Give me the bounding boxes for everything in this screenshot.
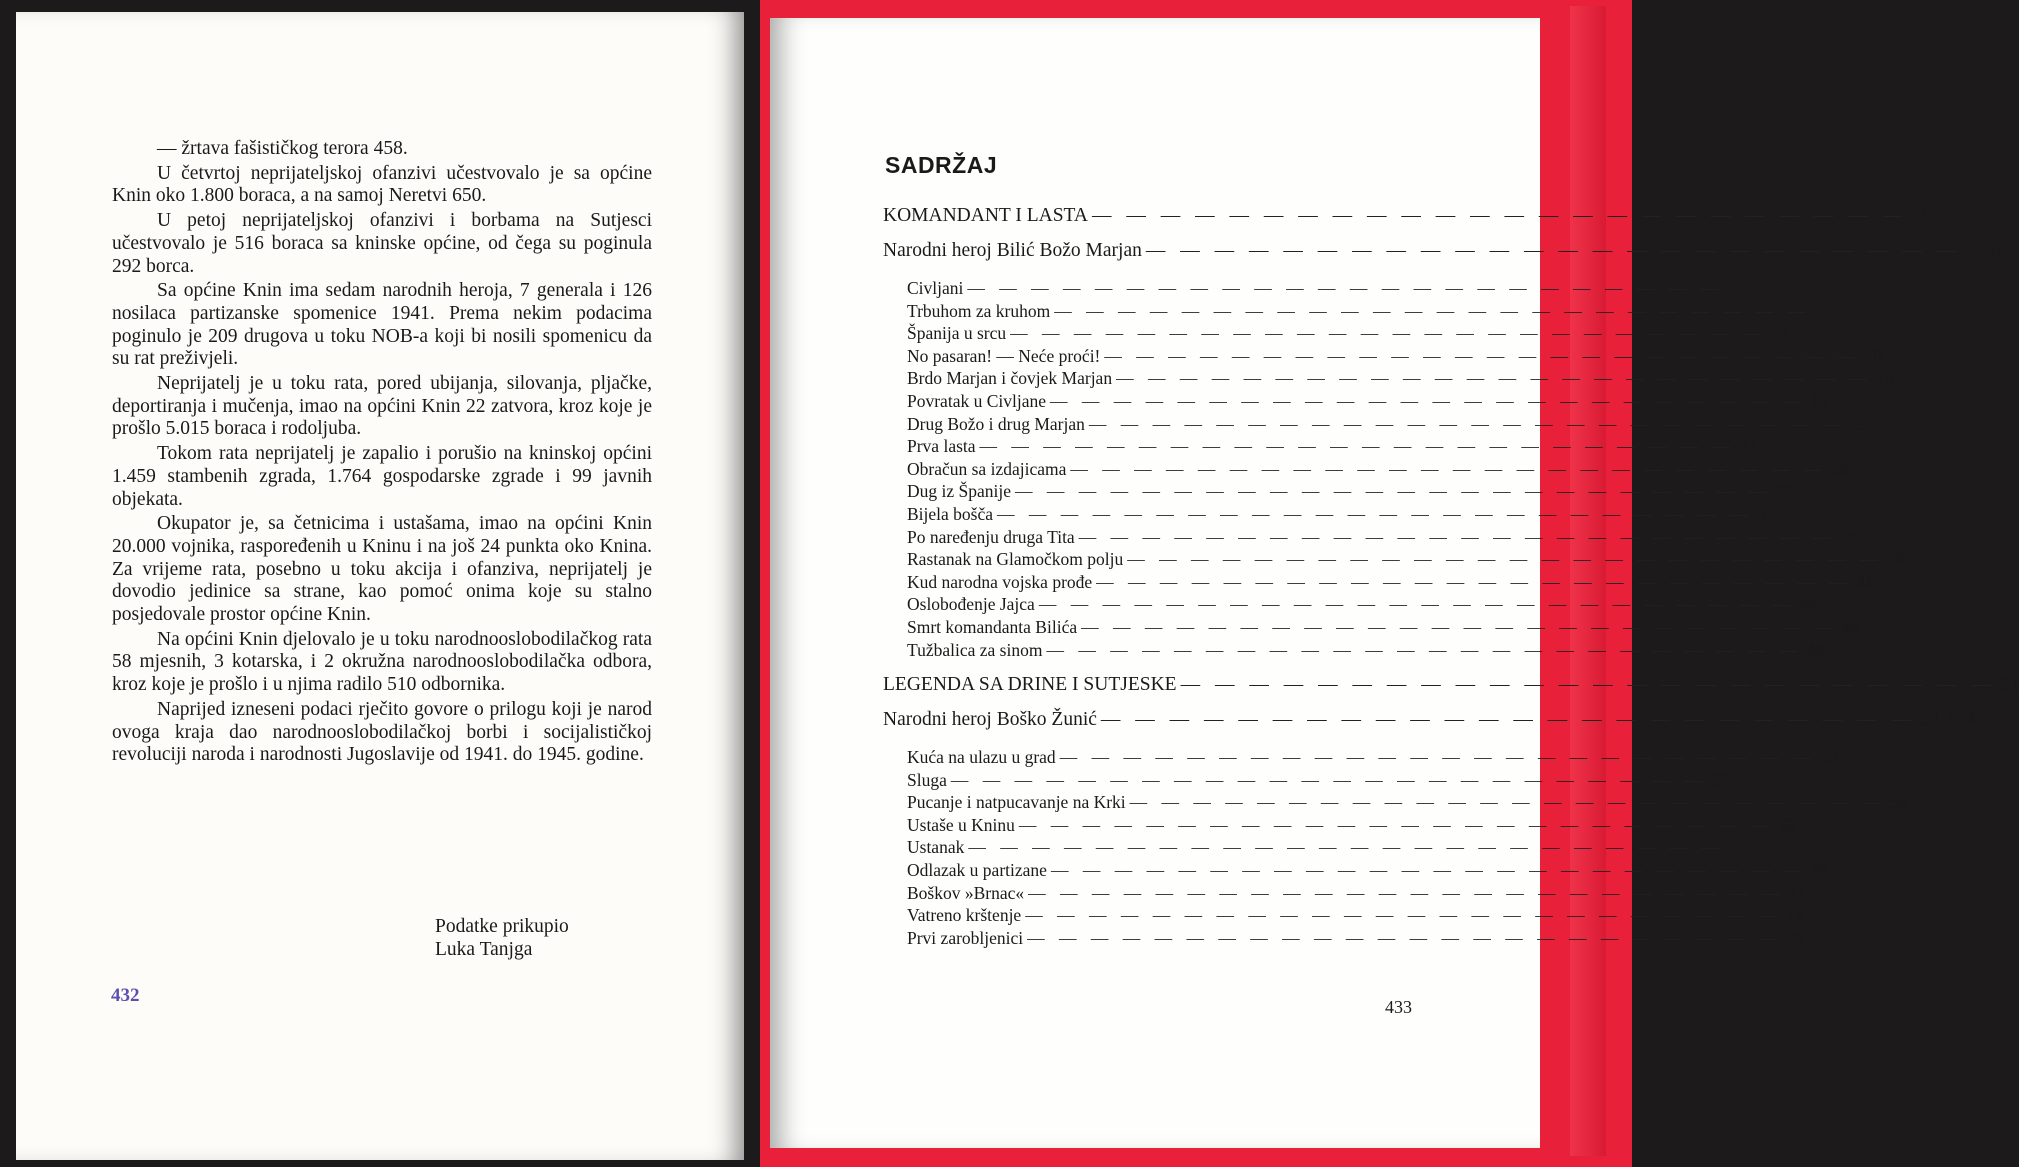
toc-chapter-entry: [883, 769, 1729, 793]
paragraph: Okupator je, sa četnicima i ustašama, imao na općini Knin 20.000 vojnika, raspoređenih u Kninu i na još 24 punkta oko Knina. Za vrijeme rata, posebno u toku akcija i ofanziva, neprijatelj je dovodio jedinice sa strane, kao pomoć onima koje su stalno posjedovale prostor općine Knin.: [112, 513, 652, 626]
toc-entry-page: 10: [1864, 345, 1883, 366]
toc-chapter-entry: [883, 368, 1894, 391]
toc-chapter-entry: [883, 278, 1746, 301]
toc-leader: — — — — — — — — — — — — — — — — — — — — — — — —: [1025, 905, 1781, 926]
toc-entry-page: 19: [1849, 413, 1867, 434]
toc-entry-title: Ustaše u Kninu: [907, 814, 1015, 835]
toc-chapter-entry: [883, 481, 1793, 504]
signature-line: Podatke prikupio: [435, 916, 569, 937]
toc-entry-page: 1-50: [1964, 240, 2001, 261]
toc-leader: — — — — — — — — — — — — — — — — — — — — — — — —: [1127, 549, 1883, 570]
toc-chapter-entry: [883, 526, 1857, 550]
toc-entry-title: Dug iz Španije: [907, 481, 1012, 502]
paragraph: Na općini Knin djelovalo je u toku narodnooslobodilačkog rata 58 mjesnih, 3 kotarska, i 2 okružna narodnooslobodilačka odbora, kroz koje je prošlo i u njima radilo 510 odbornika.: [112, 628, 652, 696]
toc-leader: — — — — — — — — — — — — — — — — — — — — — — — —: [1100, 709, 1917, 731]
toc-entry-page: 3: [1736, 278, 1746, 298]
toc-entry-title: LEGENDA SA DRINE I SUTJESKE: [883, 674, 1177, 696]
toc-entry-title: Sluga: [907, 769, 947, 790]
toc-entry-page: 46: [1841, 616, 1859, 637]
toc-entry-page: 34: [1838, 526, 1857, 547]
toc-entry-title: Civljani: [907, 278, 964, 298]
toc-entry-title: Narodni heroj Boško Žunić: [883, 709, 1097, 731]
toc-entry-title: Kud narodna vojska prođe: [907, 571, 1093, 592]
paragraph: Naprijed izneseni podaci rječito govore o prilogu koji je narod ovoga kraja dao narodnooslobodilačkoj borbi i socijalističkoj revoluciji naroda i narodnosti Jugoslavije od 1941. do 1945. godine.: [112, 698, 652, 766]
paragraph: U petoj neprijateljskoj ofanzivi i borbama na Sutjesci učestvovalo je 516 boraca sa kninske općine, od čega su poginula 292 borca.: [112, 210, 652, 277]
toc-entry-page: 24: [1830, 458, 1848, 479]
toc-entry-page: 27: [1775, 481, 1793, 502]
toc-leader: — — — — — — — — — — — — — — — — — — — — — — — —: [1145, 240, 1961, 261]
toc-chapter-entry: [883, 458, 1848, 482]
paragraph: Sa općine Knin ima sedam narodnih heroja, 7 generala i 126 nosilaca partizanske spomenice 1941. Prema nekim podacima poginulo je 209 drugova u toku NOB-a koji bi nosili spomenicu da su rat preživjeli.: [112, 280, 652, 370]
toc-entry-title: Boškov »Brnac«: [907, 882, 1025, 903]
page-number-left: 432: [111, 985, 140, 1006]
toc-leader: — — — — — — — — — — — — — — — — — — — — — — — —: [1015, 481, 1771, 502]
toc-chapter-entry: [883, 390, 1828, 414]
toc-entry-title: Odlazak u partizane: [907, 860, 1047, 881]
toc-entry-title: Tužbalica za sinom: [907, 639, 1043, 660]
paragraph: Tokom rata neprijatelj je zapalio i porušio na kninskoj općini 1.459 stambenih zgrada, 1.764 gospodarske zgrade i 99 javnih objekata.: [112, 443, 652, 510]
toc-leader: — — — — — — — — — — — — — — — — — — — — — — — —: [1096, 571, 1852, 592]
toc-chapter-entry: [883, 413, 1867, 437]
toc-leader: — — — — — — — — — — — — — — — — — — — — — — — —: [1081, 616, 1837, 637]
toc-part-entry: [883, 674, 2019, 703]
table-of-contents: [883, 205, 2019, 950]
toc-chapter-entry: [883, 345, 1883, 369]
toc-leader: — — — — — — — — — — — — — — — — — — — — — — — —: [1028, 882, 1784, 903]
toc-chapter-entry: [883, 905, 1803, 928]
toc-chapter-entry: [883, 860, 1829, 883]
toc-entry-page: 5: [1823, 300, 1832, 321]
toc-entry-title: Obračun sa izdajicama: [907, 458, 1067, 479]
toc-entry-title: Pucanje i natpucavanje na Krki: [907, 792, 1126, 813]
toc-leader: — — — — — — — — — — — — — — — — — — — — — — — —: [967, 278, 1724, 298]
toc-chapter-entry: [883, 747, 1838, 770]
toc-entry-page: 71: [1788, 882, 1806, 903]
toc-leader: — — — — — — — — — — — — — — — — — — — — — — — —: [1038, 594, 1795, 615]
toc-entry-page: 51: [1999, 674, 2019, 696]
toc-leader: — — — — — — — — — — — — — — — — — — — — — — — —: [1116, 368, 1872, 389]
toc-entry-page: 57: [1711, 769, 1729, 790]
toc-chapter-entry: [883, 882, 1806, 906]
toc-leader: — — — — — — — — — — — — — — — — — — — — — — — —: [1088, 413, 1845, 434]
toc-leader: — — — — — — — — — — — — — — — — — — — — — — — —: [1180, 674, 1996, 696]
toc-entry-title: KOMANDANT I LASTA: [883, 205, 1088, 226]
toc-entry-title: No pasaran! — Neće proći!: [907, 345, 1101, 366]
toc-entry-page: 74: [1785, 905, 1803, 926]
toc-entry-page: 69: [1811, 860, 1829, 881]
toc-chapter-entry: [883, 503, 1775, 527]
toc-leader: — — — — — — — — — — — — — — — — — — — — — — — —: [1070, 458, 1826, 479]
toc-entry-page: 41: [1856, 571, 1874, 592]
toc-entry-page: 21: [1739, 436, 1758, 457]
toc-entry-page: 15: [1810, 390, 1828, 411]
toc-chapter-entry: [883, 814, 1797, 838]
toc-leader: — — — — — — — — — — — — — — — — — — — — — — — —: [1078, 526, 1835, 547]
toc-entry-page: 53-124: [1920, 709, 1976, 731]
toc-title: SADRŽAJ: [885, 152, 998, 178]
toc-leader: — — — — — — — — — — — — — — — — — — — — — — — —: [1018, 814, 1775, 835]
paragraph: Neprijatelj je u toku rata, pored ubijanja, silovanja, pljačke, deportiranja i mučenja, imao na općini Knin 22 zatvora, kroz koje je prošlo 5.015 boraca i rodoljuba.: [112, 373, 652, 440]
toc-entry-title: Ustanak: [907, 837, 965, 858]
signature: [435, 915, 569, 961]
toc-entry-title: Vatreno krštenje: [907, 905, 1022, 926]
toc-leader: — — — — — — — — — — — — — — — — — — — — — — — —: [968, 837, 1724, 858]
toc-leader: — — — — — — — — — — — — — — — — — — — — — — — —: [979, 436, 1736, 457]
toc-entry-page: 59: [1889, 792, 1908, 813]
toc-entry-page: 66: [1728, 837, 1746, 858]
toc-entry-page: 49: [1806, 639, 1825, 660]
toc-gap: [883, 662, 1383, 674]
toc-entry-page: 44: [1798, 594, 1817, 615]
toc-leader: — — — — — — — — — — — — — — — — — — — — — — — —: [1054, 300, 1810, 321]
toc-entry-title: Prva lasta: [907, 436, 976, 457]
toc-chapter-entry: [883, 616, 1859, 640]
toc-entry-title: Bijela bošča: [907, 503, 994, 524]
toc-entry-title: Rastanak na Glamočkom polju: [907, 549, 1124, 570]
toc-leader: — — — — — — — — — — — — — — — — — — — — — — — —: [1050, 860, 1807, 881]
toc-entry-title: Povratak u Civljane: [907, 390, 1047, 411]
toc-chapter-entry: [883, 594, 1817, 617]
toc-leader: — — — — — — — — — — — — — — — — — — — — — — — —: [1027, 927, 1783, 948]
toc-entry-title: Trbuhom za kruhom: [907, 300, 1051, 321]
toc-entry-page: 13: [1876, 368, 1894, 389]
toc-entry-title: Brdo Marjan i čovjek Marjan: [907, 368, 1113, 389]
toc-entry-page: 62: [1779, 814, 1797, 835]
paragraph: — žrtava fašističkog terora 458.: [157, 138, 408, 159]
left-page-body: [112, 138, 652, 769]
toc-part-entry: [883, 205, 1930, 234]
toc-entry-page: 8: [1779, 323, 1788, 344]
toc-chapter-entry: [883, 927, 1805, 951]
toc-entry-title: Španija u srcu: [907, 323, 1007, 344]
toc-entry-page: 53: [1819, 747, 1838, 768]
toc-entry-title: Narodni heroj Bilić Božo Marjan: [883, 240, 1142, 261]
toc-leader: — — — — — — — — — — — — — — — — — — — — — — — —: [1046, 639, 1803, 660]
toc-entry-title: Smrt komandanta Bilića: [907, 616, 1078, 637]
toc-entry-title: Po naređenju druga Tita: [907, 526, 1075, 547]
toc-chapter-entry: [883, 549, 1905, 572]
toc-entry-title: Kuća na ulazu u grad: [907, 747, 1056, 768]
toc-leader: — — — — — — — — — — — — — — — — — — — — — — — —: [1129, 792, 1886, 813]
toc-entry-page: 38: [1887, 549, 1905, 570]
toc-leader: — — — — — — — — — — — — — — — — — — — — — — — —: [950, 769, 1707, 790]
toc-section-entry: [883, 234, 2001, 278]
toc-chapter-entry: [883, 571, 1874, 595]
toc-entry-title: Prvi zarobljenici: [907, 927, 1024, 948]
toc-section-entry: [883, 703, 1976, 747]
toc-chapter-entry: [883, 837, 1746, 860]
toc-leader: — — — — — — — — — — — — — — — — — — — — — — — —: [1092, 205, 1908, 226]
toc-chapter-entry: [883, 436, 1758, 459]
paragraph: U četvrtoj neprijateljskoj ofanzivi učestvovalo je sa općine Knin oko 1.800 boraca, a na samoj Neretvi 650.: [112, 162, 652, 207]
toc-leader: — — — — — — — — — — — — — — — — — — — — — — — —: [1059, 747, 1816, 768]
toc-leader: — — — — — — — — — — — — — — — — — — — — — — — —: [997, 503, 1753, 524]
toc-entry-page: 1: [1919, 205, 1930, 226]
toc-leader: — — — — — — — — — — — — — — — — — — — — — — — —: [1104, 345, 1861, 366]
toc-chapter-entry: [883, 323, 1788, 346]
toc-entry-page: 78: [1787, 927, 1805, 948]
signature-name: Luka Tanjga: [435, 939, 533, 960]
toc-entry-title: Oslobođenje Jajca: [907, 594, 1035, 615]
toc-leader: — — — — — — — — — — — — — — — — — — — — — — — —: [1010, 323, 1766, 344]
toc-leader: — — — — — — — — — — — — — — — — — — — — — — — —: [1050, 390, 1806, 411]
toc-entry-page: 31: [1757, 503, 1775, 524]
toc-chapter-entry: [883, 792, 1908, 815]
toc-entry-title: Drug Božo i drug Marjan: [907, 413, 1085, 434]
toc-chapter-entry: [883, 300, 1832, 324]
page-number-right: 433: [1385, 997, 1412, 1017]
toc-chapter-entry: [883, 639, 1825, 663]
